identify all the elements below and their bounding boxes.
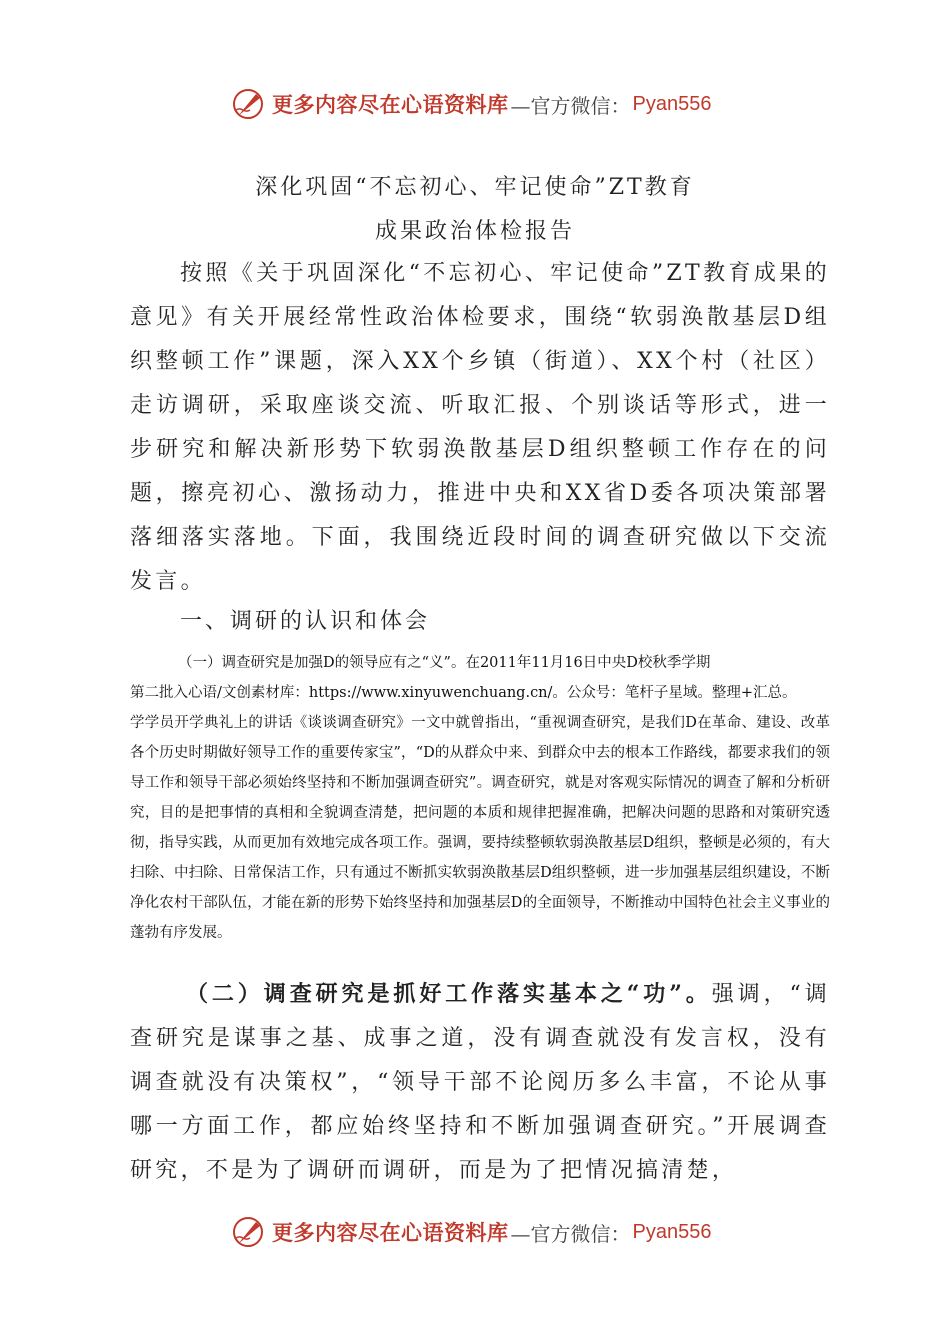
doc-title-line2: 成果政治体检报告 bbox=[374, 219, 575, 244]
section1-sub1-paragraph bbox=[130, 648, 830, 948]
quill-logo-icon bbox=[230, 1214, 266, 1250]
quill-logo-icon bbox=[230, 86, 266, 122]
banner-wechat-label: —官方微信： bbox=[510, 93, 631, 118]
doc-title-line1: 深化巩固“不忘初心、牢记使命”ZT教育 bbox=[255, 175, 695, 200]
sub2-body: 强调，“调查研究是谋事之基、成事之道，没有调查就没有发言权，没有调查就没有决策权”，“领导干部不论阅历多么丰富，不论从事哪一方面工作，都应始终坚持和不断加强调查研究。”开展调查研究，不是为了调研而调研，而是为了把情况搞清楚， bbox=[130, 982, 830, 1183]
banner-wechat-id: Pyan556 bbox=[632, 92, 712, 115]
banner-site-name: 更多内容尽在心语资料库 bbox=[272, 1220, 509, 1245]
sub1-inserted-ad-line: 第二批入心语/文创素材库：https://www.xinyuwenchuang.cn/。公众号：笔杆子星域。整理+汇总。 bbox=[130, 685, 797, 701]
section1-sub2-paragraph bbox=[130, 972, 830, 1193]
intro-paragraph: 按照《关于巩固深化“不忘初心、牢记使命”ZT教育成果的意见》有关开展经常性政治体检要求，围绕“软弱涣散基层D组织整顿工作”课题，深入XX个乡镇（街道）、XX个村（社区）走访调研，采取座谈交流、听取汇报、个别谈话等形式，进一步研究和解决新形势下软弱涣散基层D组织整顿工作存在的问题，擦亮初心、激扬动力，推进中央和XX省D委各项决策部署落细落实落地。下面，我围绕近段时间的调查研究做以下交流发言。 bbox=[130, 261, 830, 594]
header-banner bbox=[230, 84, 711, 124]
sub2-heading: （二）调查研究是抓好工作落实基本之“功”。 bbox=[186, 981, 712, 1007]
sub1-body: 学学员开学典礼上的讲话《谈谈调查研究》一文中就曾指出，“重视调查研究，是我们D在革命、建设、改革各个历史时期做好领导工作的重要传家宝”，“D的从群众中来、到群众中去的根本工作路线，都要求我们的领导工作和领导干部必须始终坚持和不断加强调查研究”。调查研究，就是对客观实际情况的调查了解和分析研究，目的是把事情的真相和全貌调查清楚，把问题的本质和规律把握准确，把解决问题的思路和对策研究透彻，指导实践，从而更加有效地完成各项工作。强调，要持续整顿软弱涣散基层D组织，整顿是必须的，有大扫除、中扫除、日常保洁工作，只有通过不断抓实软弱涣散基层D组织整顿，进一步加强基层组织建设，不断净化农村干部队伍，才能在新的形势下始终坚持和加强基层D的全面领导，不断推动中国特色社会主义事业的蓬勃有序发展。 bbox=[130, 715, 830, 941]
banner-wechat-id: Pyan556 bbox=[632, 1220, 712, 1243]
banner-site-name: 更多内容尽在心语资料库 bbox=[272, 92, 509, 117]
sub1-first-line: （一）调查研究是加强D的领导应有之“义”。在2011年11月16日中央D校秋季学期 bbox=[178, 655, 711, 671]
banner-wechat-label: —官方微信： bbox=[510, 1221, 631, 1246]
footer-banner bbox=[230, 1212, 711, 1252]
section1-heading: 一、调研的认识和体会 bbox=[180, 609, 431, 634]
